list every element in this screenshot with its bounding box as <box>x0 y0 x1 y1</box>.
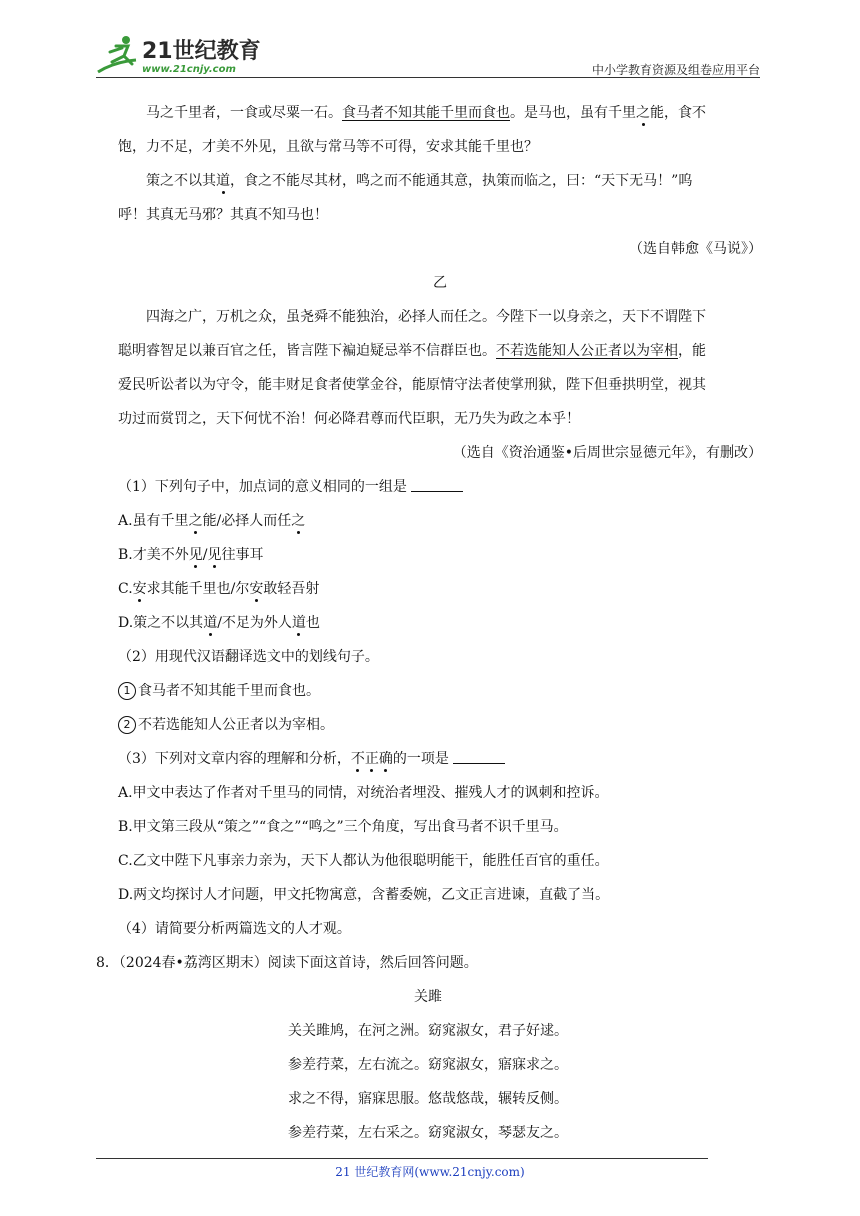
question-1-option-d: D.策之不以其道/不足为外人道也 <box>118 615 320 631</box>
poem-line-4: 参差荇菜，左右采之。窈窕淑女，琴瑟友之。 <box>288 1125 568 1141</box>
question-1-option-a: A.虽有千里之能/必择人而任之 <box>118 513 306 529</box>
poem-line-2: 参差荇菜，左右流之。窈窕淑女，寤寐求之。 <box>288 1057 568 1073</box>
poem-line-3: 求之不得，寤寐思服。悠哉悠哉，辗转反侧。 <box>288 1091 568 1107</box>
underlined-sentence-2: 不若选能知人公正者以为宰相 <box>496 343 678 359</box>
question-3-option-a: A.甲文中表达了作者对千里马的同情，对统治者埋没、摧残人才的讽刺和控诉。 <box>118 785 609 801</box>
jia-paragraph-2: 策之不以其道，食之不能尽其材，鸣之而不能通其意，执策而临之，曰：“天下无马！”呜 <box>146 173 693 189</box>
dotted-word: 之 <box>636 105 650 121</box>
answer-blank <box>411 477 463 492</box>
dotted-word: 道 <box>216 173 230 189</box>
question-1-option-c: C.安求其能千里也/尔安敢轻吾射 <box>118 581 320 597</box>
question-3-option-c: C.乙文中陛下凡事亲力亲为，天下人都认为他很聪明能干，能胜任百官的重任。 <box>118 853 609 869</box>
question-1-stem: （1）下列句子中，加点词的意义相同的一组是 <box>118 470 762 504</box>
jia-source: （选自韩愈《马说》） <box>629 241 762 257</box>
logo-21cnjy <box>96 32 266 78</box>
question-2-item-1: 1 食马者不知其能千里而食也。 <box>118 674 762 708</box>
yi-title: 乙 <box>433 275 447 291</box>
logo-main-text: 21世纪教育 <box>142 39 261 64</box>
question-2-item-2: 2 不若选能知人公正者以为宰相。 <box>118 708 762 742</box>
poem-title: 关雎 <box>414 989 442 1005</box>
circled-number: 2 <box>118 716 136 734</box>
yi-line-3: 爱民听讼者以为守令，能丰财足食者使掌金谷，能原情守法者使掌刑狱，陛下但垂拱明堂，视其 <box>118 377 706 393</box>
reading-content <box>118 96 762 946</box>
jia-paragraph-1: 马之千里者，一食或尽粟一石。食马者不知其能千里而食也。是马也，虽有千里之能，食不 <box>146 105 706 121</box>
question-3-option-d: D.两文均探讨人才问题，甲文托物寓意，含蓄委婉，乙文正言进谏，直截了当。 <box>118 887 610 903</box>
yi-line-1: 四海之广，万机之众，虽尧舜不能独治，必择人而任之。今陛下一以身亲之，天下不谓陛下 <box>146 309 706 325</box>
question-1-option-b: B.才美不外见/见往事耳 <box>118 547 264 563</box>
runner-icon <box>98 36 136 72</box>
question-4-stem: （4）请简要分析两篇选文的人才观。 <box>118 921 351 937</box>
page-footer: 21 世纪教育网(www.21cnjy.com) <box>335 1165 525 1179</box>
underlined-sentence-1: 食马者不知其能千里而食也 <box>342 105 510 121</box>
jia-paragraph-1-cont: 饱，力不足，才美不外见，且欲与常马等不可得，安求其能千里也？ <box>118 139 538 155</box>
answer-blank <box>453 749 505 764</box>
question-2-stem: （2）用现代汉语翻译选文中的划线句子。 <box>118 649 379 665</box>
page-header <box>96 32 760 78</box>
yi-line-2: 聪明睿智足以兼百官之任，皆言陛下褊迫疑忌举不信群臣也。不若选能知人公正者以为宰相，能 <box>118 343 706 359</box>
poem-line-1: 关关雎鸠，在河之洲。窈窕淑女，君子好逑。 <box>288 1023 568 1039</box>
platform-name: 中小学教育资源及组卷应用平台 <box>591 63 760 77</box>
logo-url-text: www.21cnjy.com <box>142 64 236 75</box>
question-3-option-b: B.甲文第三段从“策之”“食之”“鸣之”三个角度，写出食马者不识千里马。 <box>118 819 568 835</box>
yi-line-4: 功过而赏罚之，天下何忧不治！何必降君尊而代臣职，无乃失为政之本乎！ <box>118 411 580 427</box>
question-8-stem: 8．（2024春•荔湾区期末）阅读下面这首诗，然后回答问题。 <box>96 955 478 971</box>
poem <box>96 980 760 1150</box>
footer-divider <box>96 1158 708 1159</box>
yi-source: （选自《资治通鉴•后周世宗显德元年》，有删改） <box>452 445 762 461</box>
question-3-stem: （3）下列对文章内容的理解和分析，不正确的一项是 <box>118 742 762 776</box>
header-divider <box>96 77 760 78</box>
circled-number: 1 <box>118 682 136 700</box>
jia-paragraph-2-cont: 呼！其真无马邪？其真不知马也！ <box>118 207 328 223</box>
